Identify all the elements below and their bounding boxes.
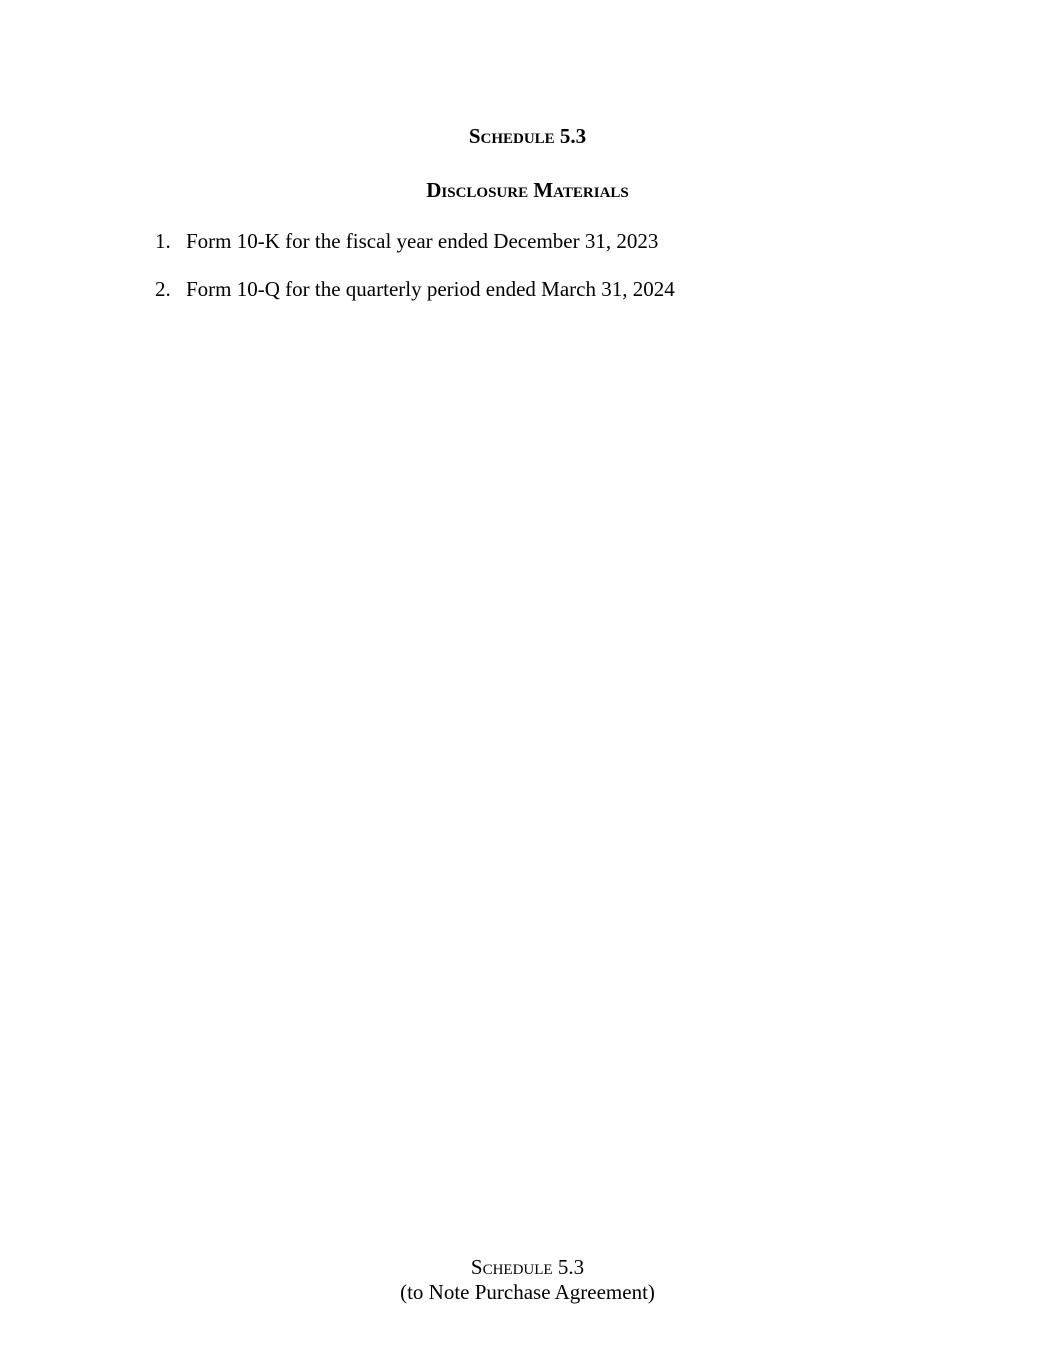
section-title: Disclosure Materials (426, 178, 629, 202)
list-item-number: 2. (155, 277, 171, 301)
schedule-title: Schedule 5.3 (468, 124, 587, 148)
footer-agreement-label: (to Note Purchase Agreement) (400, 1280, 655, 1304)
list-item-text: Form 10-K for the fiscal year ended December 31, 2023 (186, 229, 659, 253)
footer-schedule-label: Schedule 5.3 (470, 1255, 585, 1279)
list-item-number: 1. (155, 229, 171, 253)
list-item-text: Form 10-Q for the quarterly period ended March 31, 2024 (186, 277, 675, 301)
